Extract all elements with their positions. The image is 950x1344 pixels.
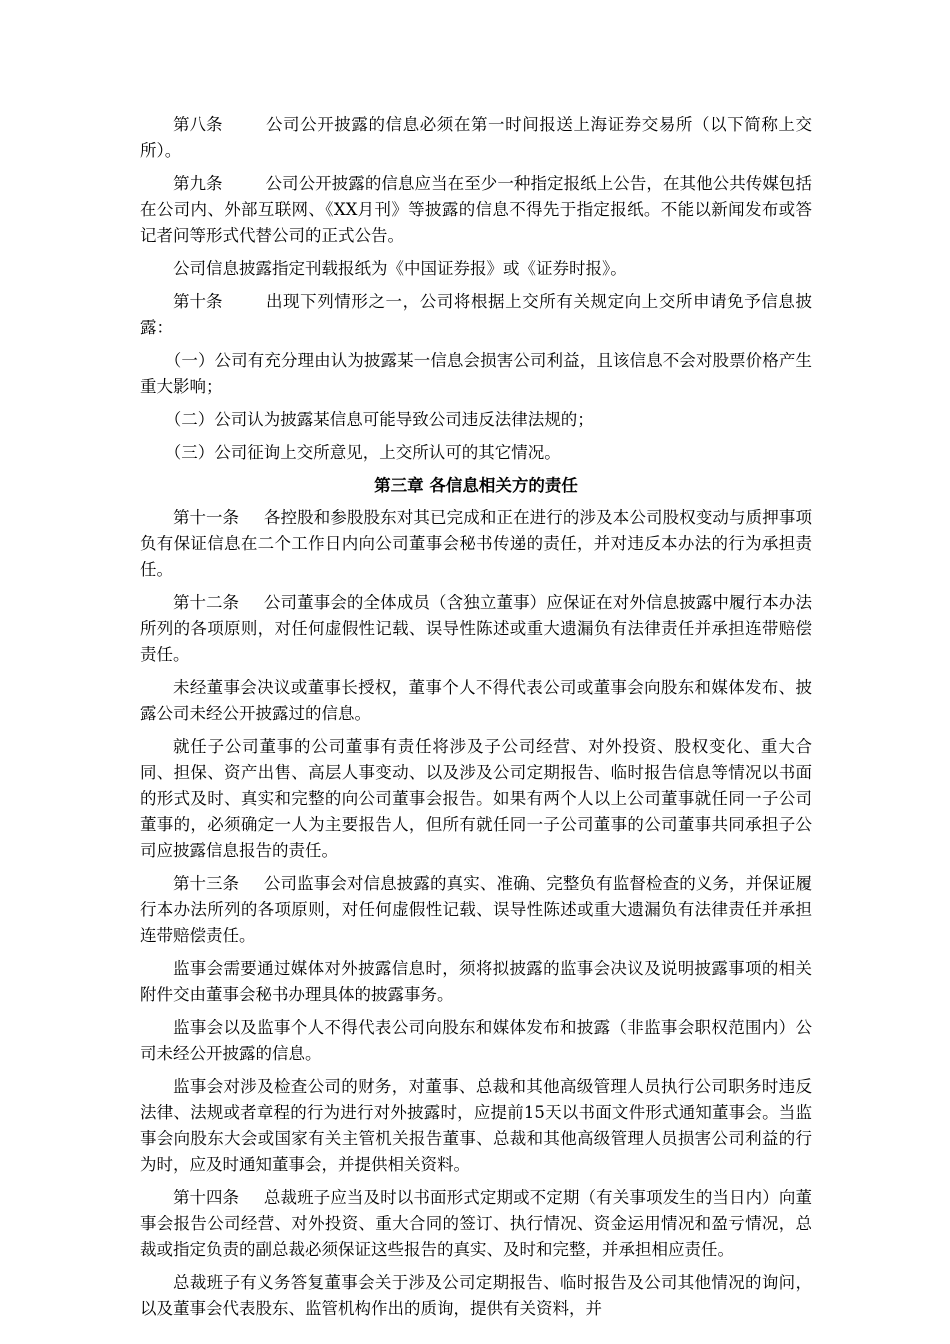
list-item: （一）公司有充分理由认为披露某一信息会损害公司利益，且该信息不会对股票价格产生重大影响； <box>140 351 812 396</box>
paragraph: 未经董事会决议或董事长授权，董事个人不得代表公司或董事会向股东和媒体发布、披露公司未经公开披露过的信息。 <box>140 678 812 723</box>
paragraph: 监事会需要通过媒体对外披露信息时，须将拟披露的监事会决议及说明披露事项的相关附件交由董事会秘书办理具体的披露事务。 <box>140 959 812 1004</box>
article-14 <box>140 1185 812 1263</box>
article-number: 第九条 <box>173 174 223 193</box>
article-10 <box>140 289 812 341</box>
paragraph: 总裁班子有义务答复董事会关于涉及公司定期报告、临时报告及公司其他情况的询问，以及董事会代表股东、监管机构作出的质询，提供有关资料，并 <box>140 1273 812 1318</box>
article-number: 第十条 <box>173 292 223 311</box>
article-text: 公司董事会的全体成员（含独立董事）应保证在对外信息披露中履行本办法所列的各项原则，对任何虚假性记载、误导性陈述或重大遗漏负有法律责任并承担连带赔偿责任。 <box>140 593 812 664</box>
document-page <box>140 112 812 1329</box>
article-text: 出现下列情形之一，公司将根据上交所有关规定向上交所申请免予信息披露： <box>140 292 812 337</box>
paragraph: 监事会对涉及检查公司的财务，对董事、总裁和其他高级管理人员执行公司职务时违反法律、法规或者章程的行为进行对外披露时，应提前15天以书面文件形式通知董事会。当监事会向股东大会或国家有关主管机关报告董事、总裁和其他高级管理人员损害公司利益的行为时，应及时通知董事会，并提供相关资料。 <box>140 1077 812 1174</box>
chapter-heading: 第三章 各信息相关方的责任 <box>374 476 578 495</box>
article-number: 第十二条 <box>173 593 239 612</box>
section-part-1 <box>140 112 812 466</box>
article-9 <box>140 171 812 249</box>
section-part-2 <box>140 505 812 1322</box>
article-11 <box>140 505 812 583</box>
article-12 <box>140 590 812 668</box>
paragraph: 就任子公司董事的公司董事有责任将涉及子公司经营、对外投资、股权变化、重大合同、担保、资产出售、高层人事变动、以及涉及公司定期报告、临时报告信息等情况以书面的形式及时、真实和完整的向公司董事会报告。如果有两个人以上公司董事就任同一子公司董事的，必须确定一人为主要报告人，但所有就任同一子公司董事的公司董事共同承担子公司应披露信息报告的责任。 <box>140 737 812 860</box>
article-number: 第八条 <box>173 115 223 134</box>
article-text: 公司公开披露的信息应当在至少一种指定报纸上公告，在其他公共传媒包括在公司内、外部互联网、《XX月刊》等披露的信息不得先于指定报纸。不能以新闻发布或答记者问等形式代替公司的正式公告。 <box>140 174 812 245</box>
list-item: （二）公司认为披露某信息可能导致公司违反法律法规的； <box>164 410 594 429</box>
article-text: 公司监事会对信息披露的真实、准确、完整负有监督检查的义务，并保证履行本办法所列的各项原则，对任何虚假性记载、误导性陈述或重大遗漏负有法律责任并承担连带赔偿责任。 <box>140 874 812 945</box>
article-number: 第十三条 <box>173 874 239 893</box>
paragraph: 监事会以及监事个人不得代表公司向股东和媒体发布和披露（非监事会职权范围内）公司未经公开披露的信息。 <box>140 1018 812 1063</box>
article-number: 第十四条 <box>173 1188 239 1207</box>
paragraph: 公司信息披露指定刊载报纸为《中国证券报》或《证券时报》。 <box>173 259 627 278</box>
article-8 <box>140 112 812 164</box>
article-text: 总裁班子应当及时以书面形式定期或不定期（有关事项发生的当日内）向董事会报告公司经营、对外投资、重大合同的签订、执行情况、资金运用情况和盈亏情况，总裁或指定负责的副总裁必须保证这些报告的真实、及时和完整，并承担相应责任。 <box>140 1188 812 1259</box>
article-number: 第十一条 <box>173 508 239 527</box>
list-item: （三）公司征询上交所意见，上交所认可的其它情况。 <box>164 443 561 462</box>
article-text: 公司公开披露的信息必须在第一时间报送上海证券交易所（以下简称上交所）。 <box>140 115 812 160</box>
article-text: 各控股和参股股东对其已完成和正在进行的涉及本公司股权变动与质押事项负有保证信息在二个工作日内向公司董事会秘书传递的责任，并对违反本办法的行为承担责任。 <box>140 508 812 579</box>
article-13 <box>140 871 812 949</box>
